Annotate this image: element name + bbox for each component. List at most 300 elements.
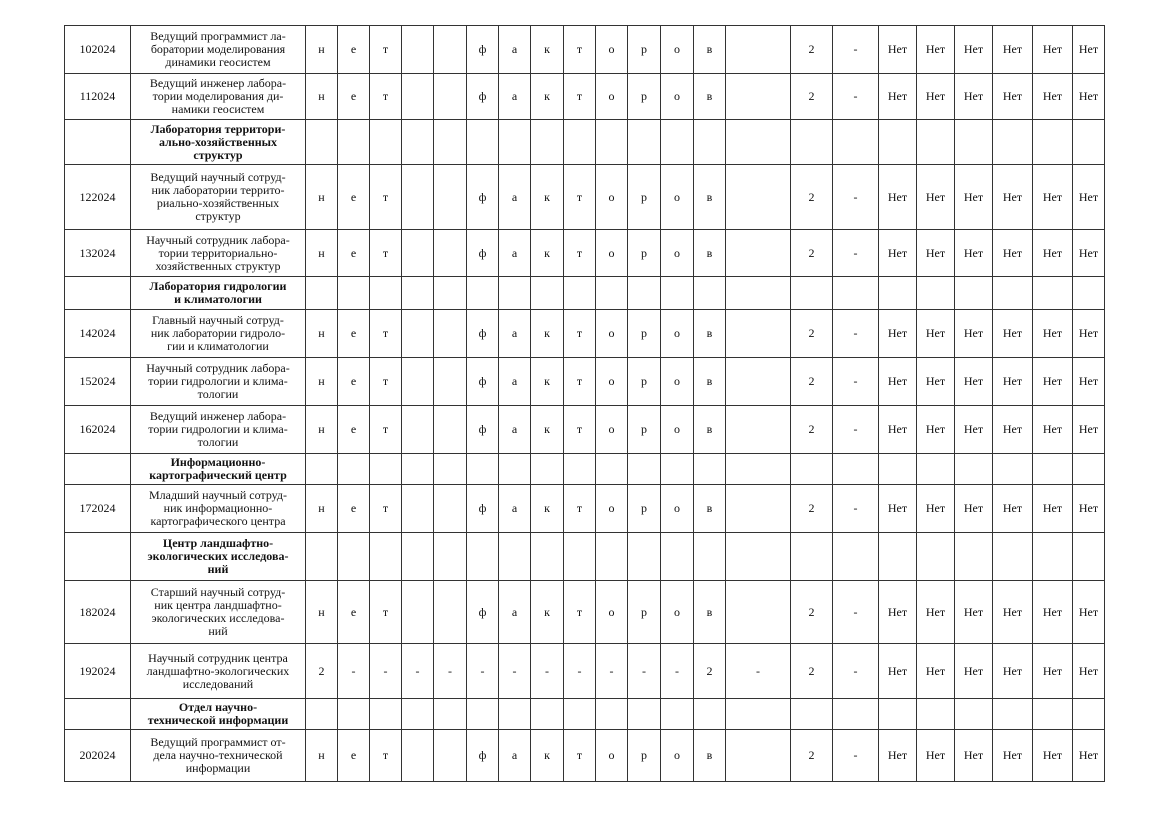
table-cell — [694, 533, 726, 581]
table-cell: а — [499, 485, 531, 533]
table-cell — [661, 699, 694, 730]
table-cell: Нет — [993, 230, 1033, 277]
table-cell: ф — [467, 406, 499, 454]
table-body — [65, 26, 1105, 782]
table-cell — [596, 454, 628, 485]
table-cell: - — [833, 230, 879, 277]
table-cell — [726, 485, 791, 533]
table-cell — [694, 277, 726, 310]
table-cell: т — [370, 358, 402, 406]
table-cell: - — [833, 644, 879, 699]
table-cell: - — [833, 165, 879, 230]
section-row — [65, 454, 1105, 485]
table-cell: о — [661, 406, 694, 454]
table-cell: р — [628, 581, 661, 644]
position-name: Ведущий инженер лабора- тории моделирования ди- намики геосистем — [131, 74, 306, 120]
table-cell — [628, 277, 661, 310]
table-cell: Нет — [879, 230, 917, 277]
table-cell — [726, 730, 791, 782]
table-cell: 2 — [791, 230, 833, 277]
table-cell — [955, 454, 993, 485]
table-cell: н — [306, 406, 338, 454]
table-cell: е — [338, 74, 370, 120]
table-cell — [1073, 533, 1105, 581]
table-cell: т — [370, 730, 402, 782]
position-name: Старший научный сотруд- ник центра ландшафтно- экологических исследова- ний — [131, 581, 306, 644]
table-cell: Нет — [917, 485, 955, 533]
table-cell — [402, 730, 434, 782]
table-cell: Нет — [1033, 230, 1073, 277]
table-cell: Нет — [1073, 230, 1105, 277]
table-cell — [628, 533, 661, 581]
table-cell: 2 — [791, 581, 833, 644]
table-cell: о — [596, 26, 628, 74]
table-cell: ф — [467, 74, 499, 120]
table-cell — [402, 230, 434, 277]
table-cell — [955, 699, 993, 730]
table-cell: Нет — [955, 730, 993, 782]
table-cell: Нет — [993, 310, 1033, 358]
table-cell — [1033, 454, 1073, 485]
table-cell: ф — [467, 230, 499, 277]
table-cell — [402, 533, 434, 581]
table-cell — [833, 533, 879, 581]
table-cell — [596, 699, 628, 730]
table-cell: Нет — [879, 730, 917, 782]
table-cell: а — [499, 730, 531, 782]
table-cell: е — [338, 230, 370, 277]
table-cell — [955, 120, 993, 165]
table-cell: Нет — [1073, 485, 1105, 533]
table-cell: Нет — [993, 581, 1033, 644]
section-row — [65, 533, 1105, 581]
table-cell — [726, 699, 791, 730]
table-cell: Нет — [1073, 74, 1105, 120]
table-cell: о — [661, 26, 694, 74]
section-title: Лаборатория гидрологии и климатологии — [131, 277, 306, 310]
table-cell — [531, 454, 564, 485]
table-cell — [1073, 454, 1105, 485]
table-cell: Нет — [993, 74, 1033, 120]
section-row — [65, 120, 1105, 165]
table-cell — [338, 699, 370, 730]
table-cell — [467, 454, 499, 485]
row-code: 192024 — [65, 644, 131, 699]
table-cell: о — [596, 581, 628, 644]
table-cell: о — [596, 730, 628, 782]
table-row — [65, 310, 1105, 358]
table-cell: р — [628, 358, 661, 406]
table-cell — [726, 74, 791, 120]
table-cell: Нет — [955, 644, 993, 699]
row-code: 142024 — [65, 310, 131, 358]
table-cell: т — [564, 26, 596, 74]
table-cell — [833, 454, 879, 485]
table-cell — [726, 358, 791, 406]
table-cell: к — [531, 26, 564, 74]
table-cell: к — [531, 310, 564, 358]
table-cell — [694, 120, 726, 165]
table-cell: к — [531, 165, 564, 230]
table-cell: к — [531, 358, 564, 406]
table-cell — [628, 699, 661, 730]
section-title: Информационно- картографический центр — [131, 454, 306, 485]
table-cell: к — [531, 74, 564, 120]
position-name: Ведущий программист от- дела научно-технической информации — [131, 730, 306, 782]
table-cell — [402, 165, 434, 230]
row-code: 102024 — [65, 26, 131, 74]
table-cell — [370, 120, 402, 165]
table-cell: н — [306, 358, 338, 406]
position-name: Ведущий программист ла- боратории моделирования динамики геосистем — [131, 26, 306, 74]
table-cell: Нет — [955, 310, 993, 358]
table-cell: в — [694, 230, 726, 277]
table-cell: т — [564, 485, 596, 533]
table-cell: т — [370, 165, 402, 230]
row-code: 162024 — [65, 406, 131, 454]
table-cell — [955, 277, 993, 310]
table-cell: к — [531, 485, 564, 533]
table-cell: 2 — [791, 406, 833, 454]
table-cell: Нет — [955, 74, 993, 120]
table-cell — [564, 120, 596, 165]
row-code — [65, 120, 131, 165]
table-cell: - — [833, 26, 879, 74]
table-cell: в — [694, 26, 726, 74]
table-cell: Нет — [1033, 406, 1073, 454]
table-cell — [879, 277, 917, 310]
table-cell: р — [628, 26, 661, 74]
table-cell — [596, 277, 628, 310]
table-cell — [402, 120, 434, 165]
table-cell: т — [370, 485, 402, 533]
table-cell: о — [661, 310, 694, 358]
table-cell: ф — [467, 730, 499, 782]
table-cell: Нет — [879, 358, 917, 406]
table-cell — [993, 454, 1033, 485]
table-cell — [694, 454, 726, 485]
table-cell: 2 — [791, 644, 833, 699]
table-cell — [993, 699, 1033, 730]
table-cell: Нет — [1033, 165, 1073, 230]
table-cell — [531, 699, 564, 730]
position-name: Научный сотрудник центра ландшафтно-экологических исследований — [131, 644, 306, 699]
table-cell: Нет — [1033, 730, 1073, 782]
table-cell: Нет — [879, 406, 917, 454]
table-row — [65, 358, 1105, 406]
table-cell — [879, 699, 917, 730]
table-cell: а — [499, 406, 531, 454]
table-cell — [338, 454, 370, 485]
table-cell — [434, 26, 467, 74]
table-cell: к — [531, 730, 564, 782]
table-cell — [661, 277, 694, 310]
table-cell: 2 — [791, 730, 833, 782]
table-cell — [338, 277, 370, 310]
table-cell: о — [661, 730, 694, 782]
table-cell: Нет — [917, 74, 955, 120]
table-cell — [917, 699, 955, 730]
table-cell: р — [628, 74, 661, 120]
table-cell — [1033, 533, 1073, 581]
table-cell — [917, 454, 955, 485]
table-cell: е — [338, 485, 370, 533]
table-cell: Нет — [917, 644, 955, 699]
table-cell: Нет — [955, 230, 993, 277]
table-cell — [791, 120, 833, 165]
row-code: 122024 — [65, 165, 131, 230]
table-cell: к — [531, 406, 564, 454]
row-code — [65, 454, 131, 485]
table-cell — [1033, 699, 1073, 730]
table-cell — [661, 120, 694, 165]
table-cell — [402, 74, 434, 120]
table-cell — [833, 699, 879, 730]
table-cell — [402, 699, 434, 730]
table-cell — [917, 120, 955, 165]
table-cell — [726, 454, 791, 485]
table-cell: 2 — [791, 165, 833, 230]
table-cell: р — [628, 730, 661, 782]
table-cell: - — [833, 581, 879, 644]
table-cell — [467, 277, 499, 310]
table-cell — [726, 310, 791, 358]
table-cell — [434, 581, 467, 644]
table-cell: Нет — [1033, 358, 1073, 406]
table-cell: Нет — [1073, 310, 1105, 358]
table-cell: т — [564, 310, 596, 358]
row-code: 202024 — [65, 730, 131, 782]
table-row — [65, 26, 1105, 74]
table-cell: Нет — [1033, 26, 1073, 74]
table-cell — [434, 533, 467, 581]
table-cell — [628, 120, 661, 165]
table-cell — [833, 277, 879, 310]
table-cell: Нет — [955, 581, 993, 644]
table-cell — [434, 485, 467, 533]
table-cell: в — [694, 730, 726, 782]
table-cell: е — [338, 310, 370, 358]
table-cell: Нет — [993, 165, 1033, 230]
table-cell — [1033, 120, 1073, 165]
table-cell: Нет — [1073, 26, 1105, 74]
table-cell: е — [338, 165, 370, 230]
table-cell: Нет — [1033, 644, 1073, 699]
table-cell: к — [531, 230, 564, 277]
table-cell: т — [564, 730, 596, 782]
table-cell: а — [499, 74, 531, 120]
table-cell — [661, 454, 694, 485]
table-cell — [596, 533, 628, 581]
table-cell: - — [338, 644, 370, 699]
table-cell: т — [564, 230, 596, 277]
table-cell: Нет — [1033, 581, 1073, 644]
table-cell — [879, 454, 917, 485]
table-cell: Нет — [879, 644, 917, 699]
table-cell: ф — [467, 581, 499, 644]
table-cell: т — [370, 26, 402, 74]
table-cell: - — [833, 406, 879, 454]
row-code: 112024 — [65, 74, 131, 120]
table-cell: н — [306, 74, 338, 120]
table-cell: Нет — [1073, 730, 1105, 782]
table-cell: Нет — [917, 230, 955, 277]
table-cell: р — [628, 310, 661, 358]
table-cell: в — [694, 310, 726, 358]
table-cell: о — [596, 230, 628, 277]
table-cell: 2 — [791, 485, 833, 533]
table-cell — [726, 26, 791, 74]
table-cell: р — [628, 230, 661, 277]
table-cell: о — [661, 165, 694, 230]
table-row — [65, 581, 1105, 644]
table-cell — [993, 277, 1033, 310]
table-row — [65, 644, 1105, 699]
table-cell — [402, 310, 434, 358]
table-cell — [791, 454, 833, 485]
table-cell: - — [564, 644, 596, 699]
table-cell: о — [661, 485, 694, 533]
table-cell: к — [531, 581, 564, 644]
table-cell: Нет — [879, 26, 917, 74]
row-code: 152024 — [65, 358, 131, 406]
table-cell — [370, 277, 402, 310]
table-cell: Нет — [917, 26, 955, 74]
table-cell — [434, 699, 467, 730]
table-cell: а — [499, 230, 531, 277]
table-cell — [434, 165, 467, 230]
table-cell — [306, 699, 338, 730]
table-cell — [917, 533, 955, 581]
table-cell — [993, 533, 1033, 581]
table-cell: о — [661, 74, 694, 120]
section-title: Отдел научно- технической информации — [131, 699, 306, 730]
table-cell — [726, 533, 791, 581]
row-code: 132024 — [65, 230, 131, 277]
position-name: Научный сотрудник лабора- тории территориально- хозяйственных структур — [131, 230, 306, 277]
position-name: Ведущий инженер лабора- тории гидрологии и клима- тологии — [131, 406, 306, 454]
table-row — [65, 74, 1105, 120]
table-cell — [402, 358, 434, 406]
position-name: Главный научный сотруд- ник лаборатории гидроло- гии и климатологии — [131, 310, 306, 358]
table-cell: в — [694, 581, 726, 644]
table-cell — [499, 533, 531, 581]
table-cell — [402, 581, 434, 644]
table-cell: т — [564, 406, 596, 454]
table-cell — [467, 533, 499, 581]
table-cell: 2 — [791, 310, 833, 358]
table-cell — [1073, 277, 1105, 310]
position-name: Ведущий научный сотруд- ник лаборатории террито- риально-хозяйственных структур — [131, 165, 306, 230]
table-cell: т — [370, 581, 402, 644]
table-cell — [833, 120, 879, 165]
table-cell: Нет — [879, 74, 917, 120]
table-cell: - — [402, 644, 434, 699]
table-cell: н — [306, 310, 338, 358]
table-cell: ф — [467, 310, 499, 358]
table-cell: Нет — [879, 581, 917, 644]
table-cell: т — [370, 310, 402, 358]
table-cell — [1033, 277, 1073, 310]
section-title: Лаборатория территори- ально-хозяйственных структур — [131, 120, 306, 165]
table-row — [65, 230, 1105, 277]
table-cell: в — [694, 358, 726, 406]
table-cell: 2 — [791, 358, 833, 406]
table-cell: - — [833, 310, 879, 358]
row-code — [65, 533, 131, 581]
table-cell: Нет — [993, 485, 1033, 533]
table-cell: Нет — [917, 310, 955, 358]
table-cell: Нет — [879, 310, 917, 358]
table-cell — [564, 277, 596, 310]
table-cell: о — [661, 581, 694, 644]
table-cell — [499, 699, 531, 730]
table-cell: о — [596, 310, 628, 358]
table-cell: Нет — [1033, 310, 1073, 358]
table-cell: Нет — [955, 485, 993, 533]
table-cell: т — [564, 581, 596, 644]
section-title: Центр ландшафтно- экологических исследова- ний — [131, 533, 306, 581]
table-cell — [531, 533, 564, 581]
table-cell: - — [596, 644, 628, 699]
table-cell: - — [370, 644, 402, 699]
table-cell: Нет — [1073, 581, 1105, 644]
table-cell — [879, 533, 917, 581]
table-cell: Нет — [993, 406, 1033, 454]
table-cell — [499, 120, 531, 165]
table-cell — [879, 120, 917, 165]
table-cell: Нет — [879, 165, 917, 230]
table-cell: Нет — [993, 730, 1033, 782]
table-cell: - — [499, 644, 531, 699]
table-cell — [370, 454, 402, 485]
table-cell — [434, 358, 467, 406]
table-cell — [434, 730, 467, 782]
table-cell — [402, 26, 434, 74]
table-cell: в — [694, 485, 726, 533]
table-cell — [955, 533, 993, 581]
table-cell: Нет — [993, 26, 1033, 74]
position-name: Младший научный сотруд- ник информационно- картографического центра — [131, 485, 306, 533]
table-cell — [694, 699, 726, 730]
table-cell: н — [306, 581, 338, 644]
table-cell — [564, 699, 596, 730]
table-cell — [338, 533, 370, 581]
table-cell — [467, 120, 499, 165]
position-name: Научный сотрудник лабора- тории гидрологии и клима- тологии — [131, 358, 306, 406]
table-cell: Нет — [955, 26, 993, 74]
table-cell: н — [306, 230, 338, 277]
table-cell: Нет — [1073, 165, 1105, 230]
table-cell — [1073, 699, 1105, 730]
table-cell: о — [596, 358, 628, 406]
table-cell — [628, 454, 661, 485]
table-cell: Нет — [1073, 644, 1105, 699]
table-cell — [791, 533, 833, 581]
table-cell — [434, 454, 467, 485]
table-cell — [467, 699, 499, 730]
table-cell: а — [499, 26, 531, 74]
table-cell — [564, 454, 596, 485]
table-cell: - — [467, 644, 499, 699]
row-code: 172024 — [65, 485, 131, 533]
table-cell: Нет — [917, 406, 955, 454]
row-code: 182024 — [65, 581, 131, 644]
table-cell — [726, 581, 791, 644]
table-cell: в — [694, 165, 726, 230]
table-cell — [434, 120, 467, 165]
table-cell: о — [596, 406, 628, 454]
